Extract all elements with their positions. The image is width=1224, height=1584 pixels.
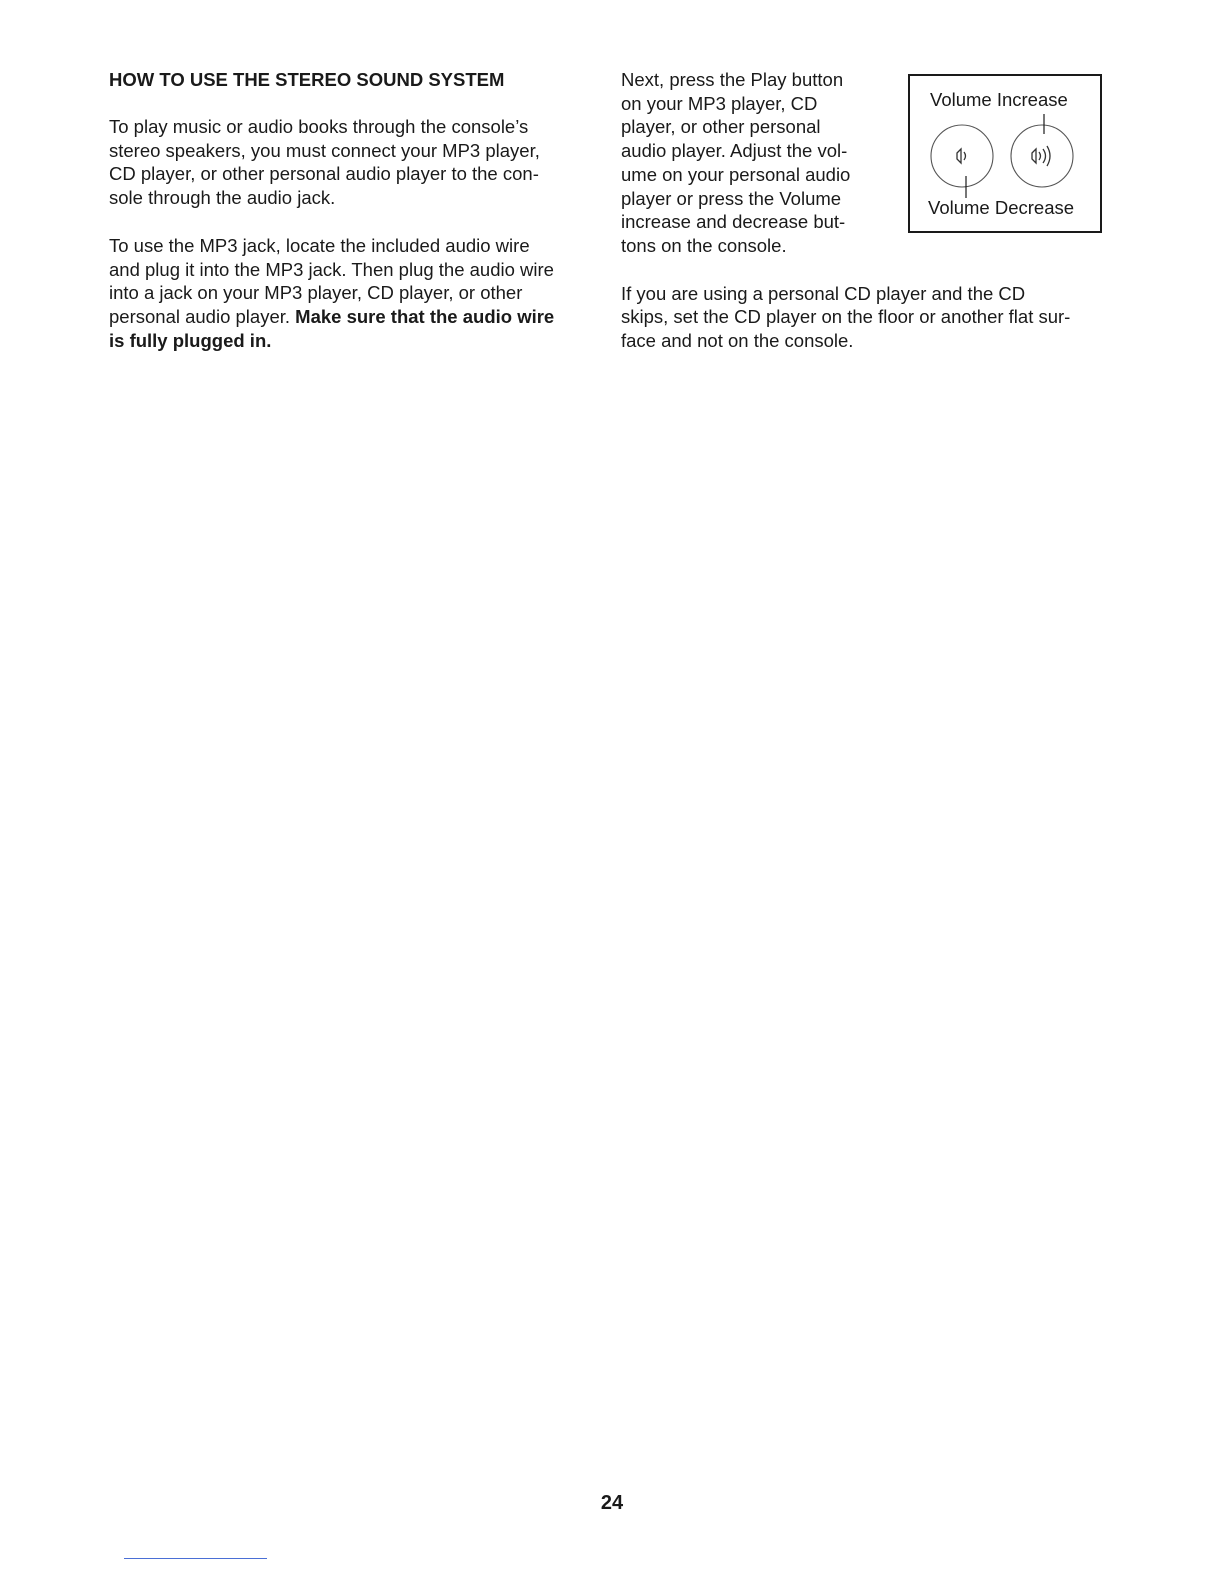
warning-text: Make sure that the audio wire (295, 305, 555, 327)
text-line: on your MP3 player, CD (621, 92, 818, 114)
left-column (109, 68, 599, 376)
volume-buttons-diagram (908, 74, 1102, 233)
volume-increase-label: Volume Increase (930, 89, 1068, 110)
text-line: Next, press the Play button (621, 69, 844, 90)
play-instructions-paragraph (621, 68, 891, 258)
page-number: 24 (600, 1492, 624, 1514)
mp3-jack-paragraph (109, 234, 599, 353)
text-line: player, or other personal (621, 116, 821, 138)
text-line: audio player. Adjust the vol- (621, 140, 848, 162)
volume-decrease-button (931, 125, 993, 187)
text-line (109, 305, 599, 329)
intro-paragraph (109, 115, 599, 210)
warning-text: is fully plugged in. (109, 329, 272, 351)
volume-low-icon (957, 149, 966, 163)
text-line: skips, set the CD player on the floor or another flat sur- (621, 306, 1071, 328)
volume-decrease-label: Volume Decrease (928, 197, 1075, 218)
footer-rule (124, 1558, 267, 1559)
text-line: sole through the audio jack. (109, 187, 336, 209)
text-line: CD player, or other personal audio player to the con- (109, 163, 539, 185)
section-heading: HOW TO USE THE STEREO SOUND SYSTEM (109, 69, 505, 90)
text-line: into a jack on your MP3 player, CD player, or other (109, 282, 523, 304)
text-line: increase and decrease but- (621, 211, 846, 233)
text-line: tons on the console. (621, 234, 787, 256)
text-fragment: personal audio player. (109, 305, 296, 327)
text-line: To play music or audio books through the console’s (109, 116, 529, 137)
text-line: player or press the Volume (621, 187, 842, 209)
text-line: stereo speakers, you must connect your MP3 player, (109, 139, 540, 161)
volume-high-icon (1032, 146, 1050, 166)
cd-skip-paragraph (621, 282, 1121, 353)
text-line: and plug it into the MP3 jack. Then plug the audio wire (109, 258, 554, 280)
volume-increase-button (1011, 125, 1073, 187)
text-line: To use the MP3 jack, locate the included audio wire (109, 234, 530, 256)
text-line: ume on your personal audio (621, 163, 851, 185)
text-line: face and not on the console. (621, 330, 854, 352)
text-line: If you are using a personal CD player and the CD (621, 282, 1026, 304)
